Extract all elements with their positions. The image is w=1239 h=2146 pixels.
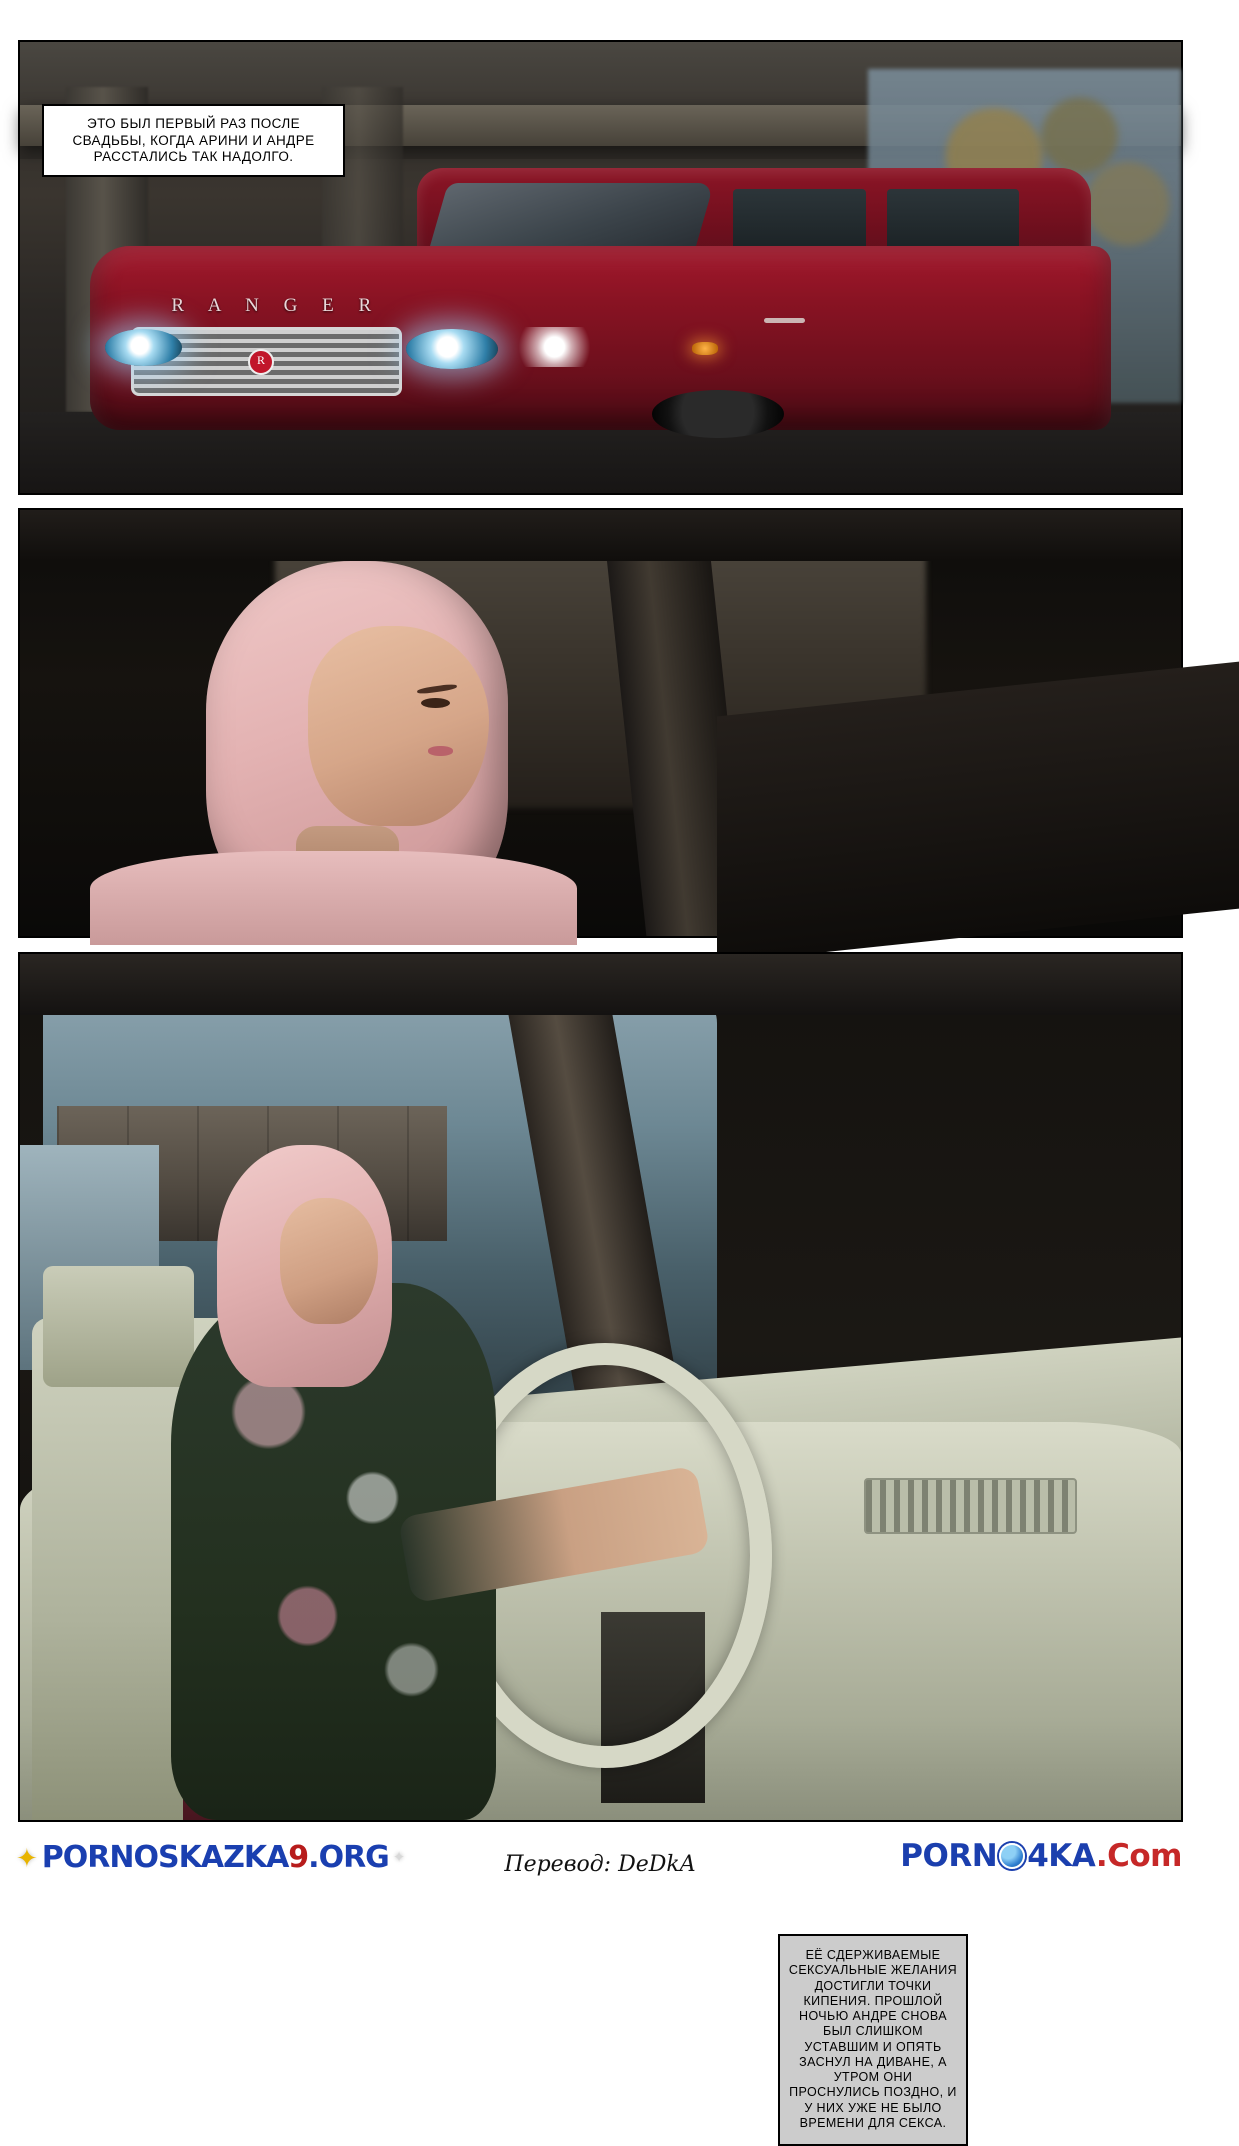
car-nameplate: R A N G E R (171, 295, 382, 317)
car-badge: R (248, 349, 274, 375)
headlamp-flare (509, 327, 601, 368)
red-suv (90, 168, 1112, 466)
globe-icon (999, 1843, 1025, 1869)
eye (421, 698, 450, 708)
site-logo-left[interactable] (16, 1840, 405, 1875)
caption-box-3: ЕЁ СДЕРЖИВАЕМЫЕ СЕКСУАЛЬНЫЕ ЖЕЛАНИЯ ДОСТИГЛИ ТОЧКИ КИПЕНИЯ. ПРОШЛОЙ НОЧЬЮ АНДРЕ СНОВА БЫЛ СЛИШКОМ УСТАВШИМ И ОПЯТЬ ЗАСНУЛ НА ДИВАНЕ, А УТРОМ ОНИ ПРОСНУЛИСЬ ПОЗДНО, И У НИХ УЖЕ НЕ БЫЛО ВРЕМЕНИ ДЛЯ СЕКСА. (778, 1934, 968, 2146)
site-logo-right[interactable] (900, 1838, 1182, 1874)
car-headliner-wide (20, 954, 1181, 1015)
headlamp-right (406, 329, 498, 370)
site-logo-right-text (900, 1838, 1182, 1874)
panel-3-artwork (20, 954, 1181, 1820)
panel-woman-closeup (18, 508, 1183, 938)
site-logo-left-text (42, 1840, 389, 1875)
woman-head-driving (217, 1145, 391, 1387)
page-footer (0, 1826, 1200, 1900)
star-icon-small: ✦ (392, 1848, 406, 1866)
caption-box-1: ЭТО БЫЛ ПЕРВЫЙ РАЗ ПОСЛЕ СВАДЬБЫ, КОГДА АРИНИ И АНДРЕ РАССТАЛИСЬ ТАК НАДОЛГО. (42, 104, 345, 177)
car-door-handle (764, 318, 805, 324)
panel-car-front (18, 40, 1183, 495)
car-body (90, 246, 1112, 431)
headlamp-left (105, 329, 182, 366)
shoulder (90, 851, 578, 945)
translator-credit: Перевод: DeDkA (504, 1852, 696, 1877)
logo-left-part2: 9 (288, 1840, 309, 1875)
logo-right-part3: .Com (1095, 1838, 1182, 1874)
logo-right-part1: PORN (900, 1838, 998, 1874)
car-side-window-front (733, 189, 866, 254)
logo-right-part2: 4KA (1027, 1838, 1096, 1874)
turn-signal-light (692, 342, 718, 355)
star-icon: ✦ (16, 1842, 38, 1873)
logo-left-part1: PORNOSKAZKA (41, 1840, 289, 1875)
woman-face-driving (280, 1198, 378, 1324)
seat-headrest (43, 1266, 194, 1387)
eyebrow (417, 683, 457, 694)
lips (428, 746, 453, 756)
woman-face (308, 626, 489, 826)
logo-left-part3: .ORG (308, 1840, 389, 1875)
panel-2-artwork (20, 510, 1181, 936)
car-wheel-rear (652, 390, 785, 438)
car-headliner (20, 510, 1181, 561)
car-side-window-rear (887, 189, 1020, 254)
air-vent (864, 1478, 1077, 1534)
